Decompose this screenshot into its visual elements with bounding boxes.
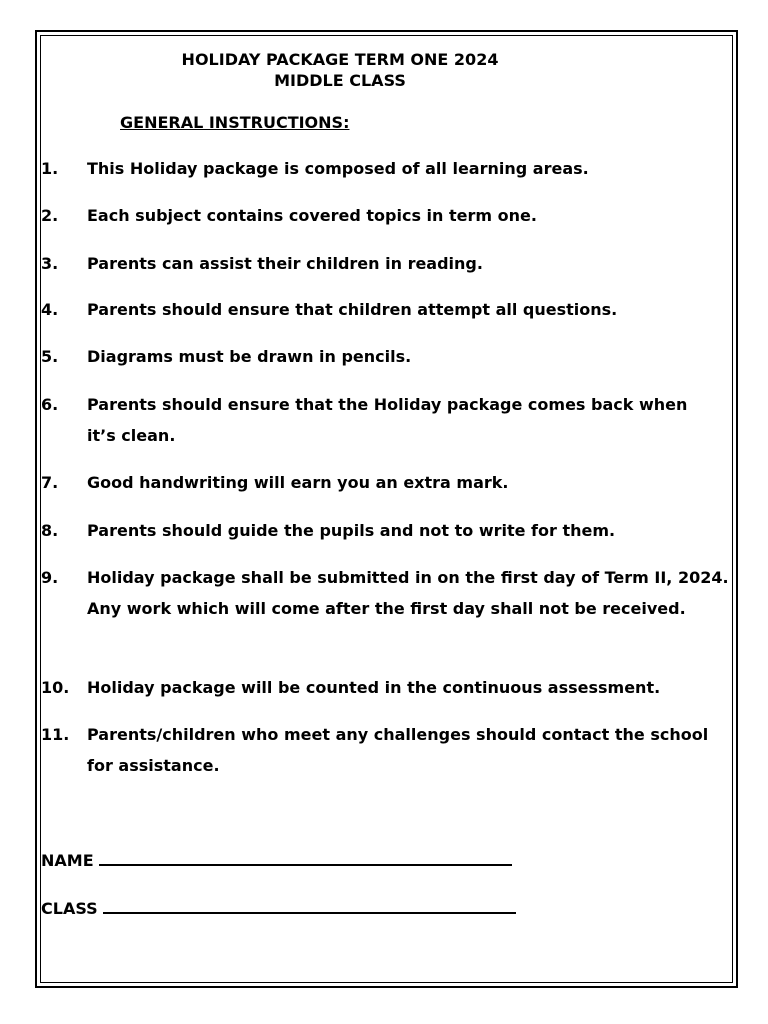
instruction-number: 9. bbox=[41, 568, 59, 587]
instruction-text: Diagrams must be drawn in pencils. bbox=[87, 347, 412, 366]
name-field bbox=[41, 850, 512, 871]
class-blank-line[interactable] bbox=[103, 898, 516, 914]
instruction-text: Holiday package will be counted in the continuous assessment. bbox=[87, 678, 661, 697]
instructions-heading: GENERAL INSTRUCTIONS: bbox=[120, 113, 350, 132]
name-label: NAME bbox=[41, 851, 94, 870]
instruction-number: 3. bbox=[41, 254, 59, 273]
name-blank-line[interactable] bbox=[99, 850, 512, 866]
instruction-text: Good handwriting will earn you an extra mark. bbox=[87, 473, 509, 492]
instruction-text: Parents can assist their children in reading. bbox=[87, 254, 483, 273]
instruction-number: 6. bbox=[41, 395, 59, 414]
instruction-text: Parents/children who meet any challenges should contact the school for assistance. bbox=[87, 725, 709, 775]
instruction-number: 8. bbox=[41, 521, 59, 540]
class-field bbox=[41, 898, 516, 919]
class-label: CLASS bbox=[41, 899, 98, 918]
instruction-number: 7. bbox=[41, 473, 59, 492]
document-title: HOLIDAY PACKAGE TERM ONE 2024 bbox=[181, 50, 499, 69]
document-subtitle: MIDDLE CLASS bbox=[274, 71, 406, 90]
instruction-number: 4. bbox=[41, 300, 59, 319]
instruction-number: 11. bbox=[41, 725, 70, 744]
instruction-number: 5. bbox=[41, 347, 59, 366]
instruction-text: This Holiday package is composed of all learning areas. bbox=[87, 159, 589, 178]
instruction-number: 2. bbox=[41, 206, 59, 225]
instruction-number: 10. bbox=[41, 678, 70, 697]
instruction-text: Parents should guide the pupils and not to write for them. bbox=[87, 521, 616, 540]
instruction-text: Holiday package shall be submitted in on the first day of Term II, 2024. Any work which will come after the first day shall not be received. bbox=[87, 568, 729, 618]
instruction-text: Each subject contains covered topics in term one. bbox=[87, 206, 537, 225]
instruction-number: 1. bbox=[41, 159, 59, 178]
instruction-text: Parents should ensure that children attempt all questions. bbox=[87, 300, 618, 319]
instruction-text: Parents should ensure that the Holiday package comes back when it’s clean. bbox=[87, 395, 688, 445]
